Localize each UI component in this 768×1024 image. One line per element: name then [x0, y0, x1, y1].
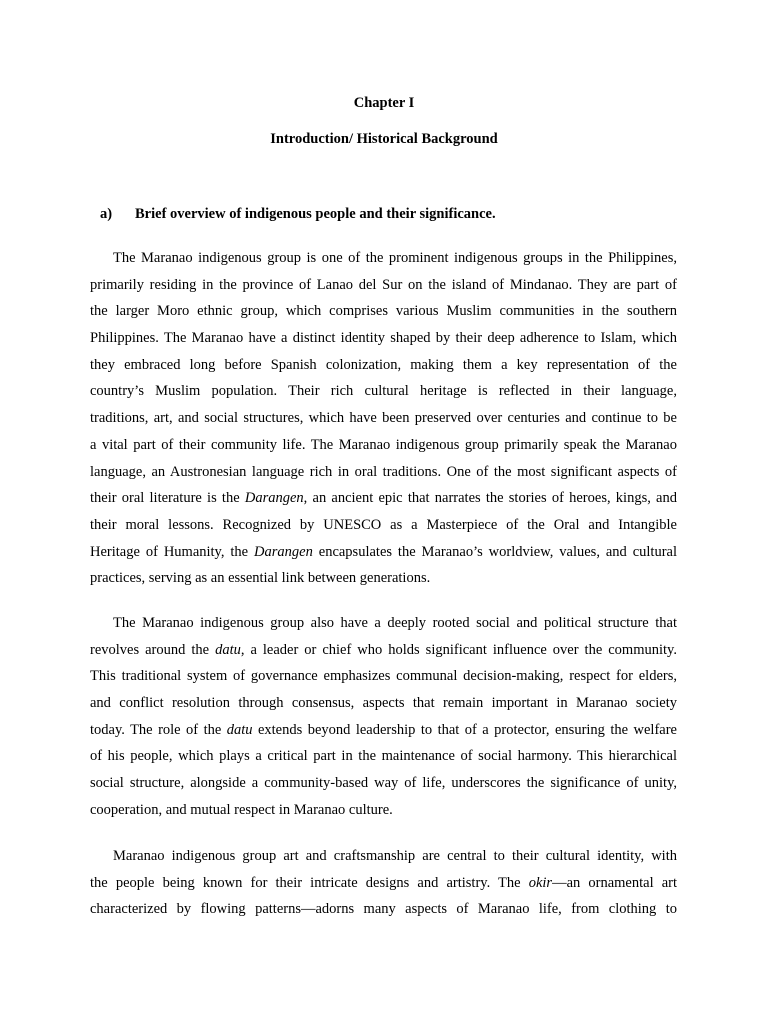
italic-term: Darangen	[244, 490, 304, 507]
text-line	[90, 298, 677, 325]
text-line	[90, 843, 677, 870]
text-line	[90, 797, 677, 824]
text-run: The Maranao indigenous group also have a deeply rooted social and political structure that	[113, 615, 677, 631]
paragraph-2	[90, 610, 677, 824]
text-run: they embraced long before Spanish colonization, making them a key representation of the	[90, 356, 677, 373]
text-run: the larger Moro ethnic group, which comprises various Muslim communities in the southern	[90, 303, 677, 320]
text-line	[90, 896, 677, 923]
text-run: encapsulates the Maranao’s worldview, values, and cultural	[312, 543, 677, 560]
text-line	[90, 717, 677, 744]
text-line	[90, 870, 677, 897]
text-run: revolves around the	[90, 641, 216, 658]
text-run: their moral lessons. Recognized by UNESCO as a Masterpiece of the Oral and Intangible	[90, 516, 677, 533]
chapter-subtitle: Introduction/ Historical Background	[270, 131, 498, 147]
text-line	[90, 512, 677, 539]
text-run: , an ancient epic that narrates the stories of heroes, kings, and	[303, 490, 677, 507]
paragraph-1	[90, 245, 677, 592]
text-line	[90, 245, 677, 272]
text-run: practices, serving as an essential link between generations.	[90, 570, 431, 587]
text-line	[90, 565, 677, 592]
text-run: traditions, art, and social structures, which have been preserved over centuries and continue to be	[90, 410, 677, 427]
text-line	[90, 610, 677, 637]
text-run: characterized by flowing patterns—adorns many aspects of Maranao life, from clothing to	[90, 901, 677, 918]
text-line	[90, 325, 677, 352]
text-run: The Maranao indigenous group is one of the prominent indigenous groups in the Philippines,	[113, 250, 677, 266]
section-heading-text: Brief overview of indigenous people and their significance.	[135, 206, 496, 222]
text-run: and conflict resolution through consensus, aspects that remain important in Maranao society	[90, 695, 677, 712]
text-run: This traditional system of governance emphasizes communal decision-making, respect for elders,	[90, 668, 677, 685]
chapter-title: Chapter I	[353, 95, 415, 111]
text-run: primarily residing in the province of Lanao del Sur on the island of Mindanao. They are part of	[90, 276, 677, 293]
text-line	[90, 459, 677, 486]
text-line	[90, 663, 677, 690]
text-line	[90, 770, 677, 797]
text-run: —an ornamental art	[552, 874, 677, 891]
text-run: of his people, which plays a critical part in the maintenance of social harmony. This hierarchical	[90, 748, 677, 765]
text-line	[90, 378, 677, 405]
text-line	[90, 743, 677, 770]
paragraph-3	[90, 843, 677, 923]
text-line	[90, 272, 677, 299]
text-run: today. The role of the	[90, 721, 227, 738]
section-marker: a)	[100, 206, 113, 222]
italic-term: datu	[215, 641, 241, 658]
text-line	[90, 637, 677, 664]
text-run: Philippines. The Maranao have a distinct identity shaped by their deep adherence to Islam, which	[90, 330, 677, 347]
text-run: a vital part of their community life. The Maranao indigenous group primarily speak the Maranao	[90, 436, 677, 453]
text-line	[90, 432, 677, 459]
text-run: language, an Austronesian language rich in oral traditions. One of the most significant aspects of	[90, 463, 677, 480]
text-run: , a leader or chief who holds significant influence over the community.	[240, 641, 677, 658]
text-line	[90, 690, 677, 717]
text-run: Heritage of Humanity, the	[90, 543, 255, 560]
italic-term: okir	[528, 874, 553, 891]
text-run: their oral literature is the	[90, 490, 245, 507]
italic-term: Darangen	[254, 543, 313, 560]
text-run: the people being known for their intricate designs and artistry. The	[90, 874, 529, 891]
text-run: social structure, alongside a community-based way of life, underscores the significance of unity,	[90, 775, 677, 792]
text-run: country’s Muslim population. Their rich cultural heritage is reflected in their language,	[90, 383, 677, 400]
text-run: extends beyond leadership to that of a protector, ensuring the welfare	[252, 721, 677, 738]
text-run: Maranao indigenous group art and craftsmanship are central to their cultural identity, with	[113, 848, 677, 864]
text-line	[90, 539, 677, 566]
text-line	[90, 405, 677, 432]
italic-term: datu	[226, 721, 253, 738]
text-line	[90, 485, 677, 512]
text-line	[90, 352, 677, 379]
section-heading	[100, 204, 496, 224]
text-run: cooperation, and mutual respect in Maranao culture.	[90, 801, 393, 818]
